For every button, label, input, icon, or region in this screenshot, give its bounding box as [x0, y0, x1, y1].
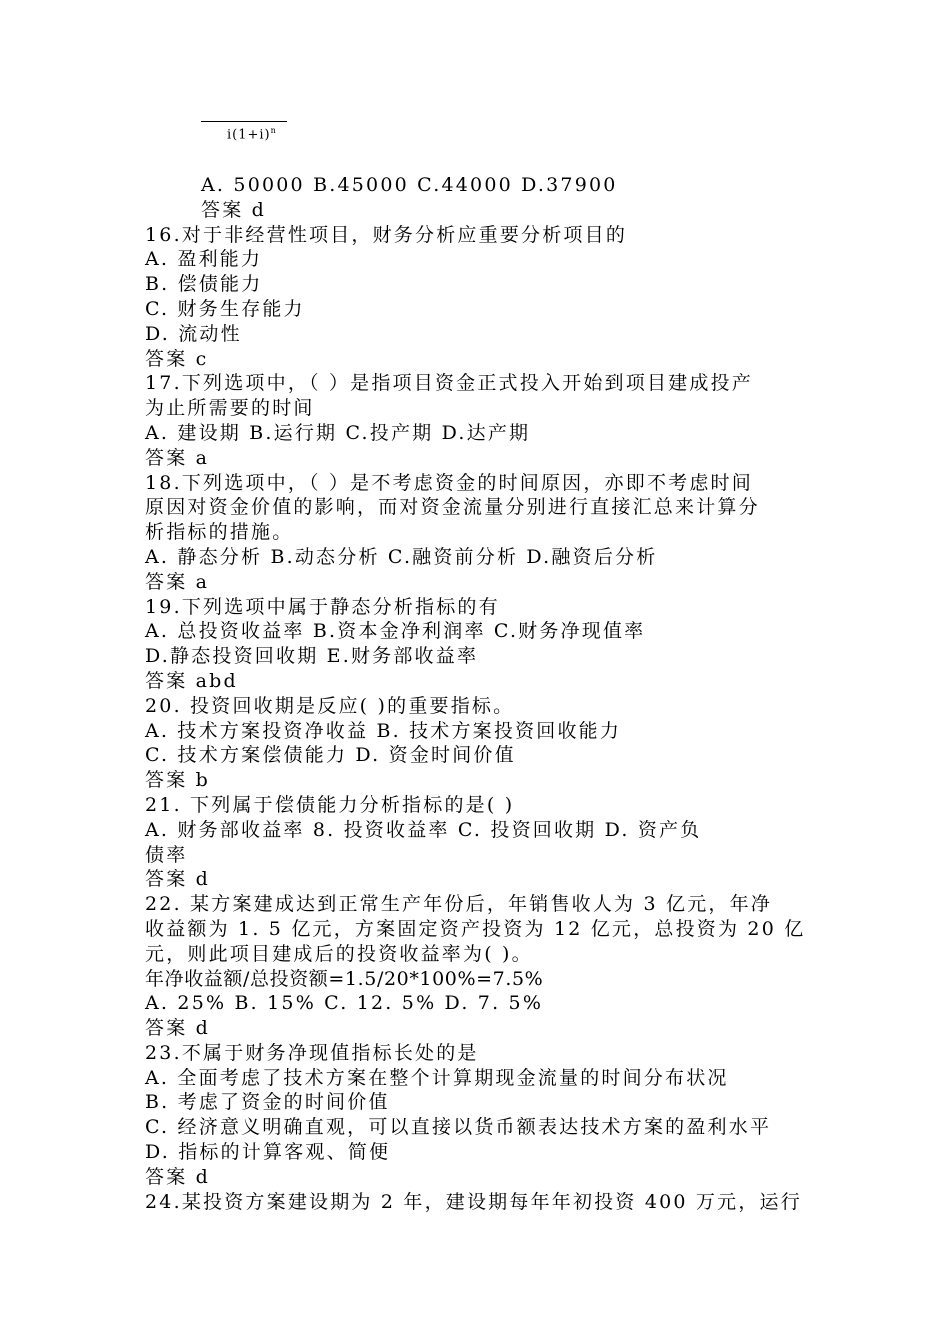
text-line: 答案 d: [145, 868, 211, 891]
text-line: 答案 c: [145, 347, 209, 370]
text-line: B. 偿债能力: [145, 273, 263, 296]
text-line: A. 财务部收益率 8. 投资收益率 C. 投资回收期 D. 资产负: [145, 818, 702, 841]
text-line: A. 全面考虑了技术方案在整个计算期现金流量的时间分布状况: [145, 1066, 729, 1089]
text-line: B. 考虑了资金的时间价值: [145, 1091, 390, 1114]
text-line: 析指标的措施。: [145, 521, 294, 544]
text-line: D.静态投资回收期 E.财务部收益率: [145, 645, 479, 668]
text-line: C. 经济意义明确直观，可以直接以货币额表达技术方案的盈利水平: [145, 1116, 772, 1139]
formula-denominator: [227, 126, 291, 142]
text-line: A. 盈利能力: [145, 248, 263, 271]
text-line: 为止所需要的时间: [145, 397, 315, 420]
text-line: 答案 abd: [145, 669, 238, 692]
text-line: A. 总投资收益率 B.资本金净利润率 C.财务净现值率: [145, 620, 646, 643]
text-line: 元，则此项目建成后的投资收益率为( )。: [145, 942, 533, 965]
text-line: 19.下列选项中属于静态分析指标的有: [145, 595, 500, 618]
formula-exponent: n: [270, 126, 277, 135]
text-line: 23.不属于财务净现值指标长处的是: [145, 1041, 479, 1064]
text-line: 16.对于非经营性项目，财务分析应重要分析项目的: [145, 223, 628, 246]
formula-denominator-text: i(1+i): [227, 127, 271, 143]
text-line: 20. 投资回收期是反应( )的重要指标。: [145, 694, 515, 717]
text-line: C. 财务生存能力: [145, 297, 305, 320]
text-line: 24.某投资方案建设期为 2 年，建设期每年年初投资 400 万元，运行: [145, 1190, 802, 1213]
text-line: C. 技术方案偿债能力 D. 资金时间价值: [145, 744, 516, 767]
text-line: 年净收益额/总投资额=1.5/20*100%=7.5%: [145, 967, 544, 990]
text-line: D. 流动性: [145, 322, 242, 345]
text-line: D. 指标的计算客观、简便: [145, 1141, 391, 1164]
text-line: A. 25% B. 15% C. 12. 5% D. 7. 5%: [145, 992, 544, 1015]
text-line: 22. 某方案建成达到正常生产年份后，年销售收人为 3 亿元，年净: [145, 893, 773, 916]
text-line: 答案 d: [145, 1165, 211, 1188]
text-line: 17.下列选项中，（ ）是指项目资金正式投入开始到项目建成投产: [145, 372, 753, 395]
text-line: 18.下列选项中，（ ）是不考虑资金的时间原因，亦即不考虑时间: [145, 471, 753, 494]
text-line: 21. 下列属于偿债能力分析指标的是( ): [145, 793, 515, 816]
text-line: 答案 d: [145, 1017, 211, 1040]
text-line: 答案 a: [145, 446, 210, 469]
text-line: 收益额为 1. 5 亿元，方案固定资产投资为 12 亿元，总投资为 20 亿: [145, 917, 806, 940]
text-line: A. 技术方案投资净收益 B. 技术方案投资回收能力: [145, 719, 622, 742]
text-line: 答案 b: [145, 769, 211, 792]
fraction-bar: [201, 121, 287, 122]
formula-fragment: [201, 121, 291, 142]
text-line: 答案 a: [145, 570, 210, 593]
text-line: 原因对资金价值的影响，而对资金流量分别进行直接汇总来计算分: [145, 496, 760, 519]
text-line: 答案 d: [201, 198, 267, 221]
text-line: A. 建设期 B.运行期 C.投产期 D.达产期: [145, 421, 531, 444]
text-line: A. 静态分析 B.动态分析 C.融资前分析 D.融资后分析: [145, 545, 658, 568]
text-line: 债率: [145, 843, 188, 866]
document-body: [145, 173, 835, 1214]
text-line: A. 50000 B.45000 C.44000 D.37900: [201, 174, 618, 196]
